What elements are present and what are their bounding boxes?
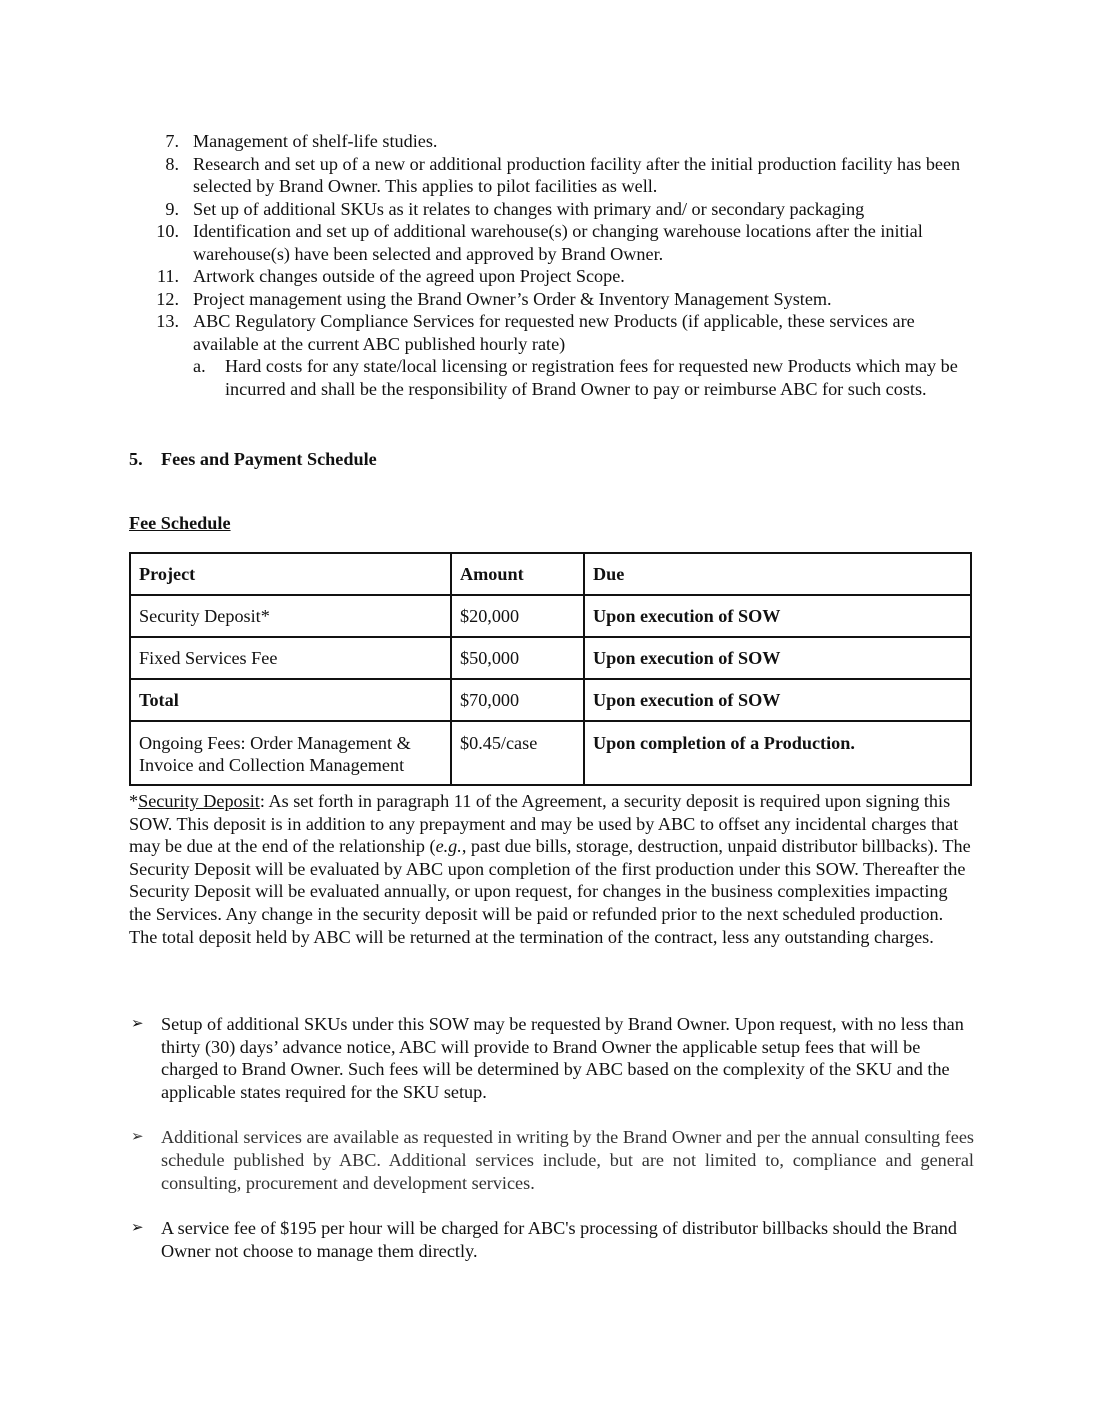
list-text: Management of shelf-life studies. — [193, 131, 438, 151]
section-title: Fees and Payment Schedule — [161, 449, 377, 469]
list-number: 11. — [156, 266, 179, 286]
arrow-bullet-icon: ➢ — [131, 1220, 144, 1237]
arrow-bullet-icon: ➢ — [131, 1016, 144, 1032]
security-deposit-note — [129, 790, 974, 948]
numbered-list — [129, 130, 974, 400]
table-row — [130, 637, 971, 679]
cell-project: Total — [130, 679, 451, 721]
cell-amount: $70,000 — [451, 679, 584, 721]
list-item — [129, 265, 974, 288]
list-item — [129, 310, 974, 355]
header-amount: Amount — [451, 553, 584, 595]
list-number: 12. — [156, 288, 179, 309]
footnote-text-cont: , past due bills, storage, destruction, unpaid distributor billbacks). The Security Deposit will be evaluated by ABC upon completion of the first production under this SOW. Thereafter the Security Deposit will be evaluated annually, or upon request, for changes in the business complexities impacting the Services. Any change in the security deposit will be paid or refunded prior to the next scheduled production. The total deposit held by ABC will be returned at the termination of the contract, less any outstanding charges. — [129, 836, 971, 947]
section-number: 5. — [129, 449, 143, 469]
list-text: Set up of additional SKUs as it relates to changes with primary and/ or secondary packaging — [193, 198, 865, 219]
bullet-text: Additional services are available as requested in writing by the Brand Owner and per the annual consulting fees schedule published by ABC. Additional services include, but are not limited to, compliance and general consulting, procurement and development services. — [161, 1127, 974, 1193]
cell-amount: $20,000 — [451, 595, 584, 637]
section-heading — [129, 449, 377, 470]
cell-amount: $50,000 — [451, 637, 584, 679]
cell-project: Fixed Services Fee — [130, 637, 451, 679]
list-text: Artwork changes outside of the agreed upon Project Scope. — [193, 266, 625, 286]
bullet-text: A service fee of $195 per hour will be charged for ABC's processing of distributor billbacks should the Brand Owner not choose to manage them directly. — [161, 1218, 957, 1261]
sub-list-letter: a. — [193, 356, 206, 376]
table-header-row — [130, 553, 971, 595]
bullet-list — [129, 1013, 974, 1285]
cell-due: Upon completion of a Production. — [584, 721, 971, 785]
bullet-text: Setup of additional SKUs under this SOW may be requested by Brand Owner. Upon request, with no less than thirty (30) days’ advance notice, ABC will provide to Brand Owner the applicable setup fees that will be charged to Brand Owner. Such fees will be determined by ABC based on the complexity of the SKU and the applicable states required for the SKU setup. — [161, 1014, 964, 1102]
header-due: Due — [584, 553, 971, 595]
list-number: 7. — [165, 131, 179, 151]
list-item — [129, 153, 974, 198]
header-project: Project — [130, 553, 451, 595]
cell-due: Upon execution of SOW — [584, 637, 971, 679]
footnote-text: : As set forth in paragraph 11 of the Agreement, a security deposit is required upon signing this SOW. This deposit is in addition to any prepayment and may be used by ABC to offset any incidental charges that may be due at the end of the relationship ( — [129, 791, 959, 857]
footnote-star: * — [129, 791, 139, 811]
list-item — [129, 198, 974, 221]
sub-list-item — [129, 355, 974, 400]
list-text: Identification and set up of additional warehouse(s) or changing warehouse locations after the initial warehouse(s) have been selected and approved by Brand Owner. — [193, 221, 923, 264]
footnote-eg: e.g. — [435, 836, 462, 857]
list-number: 10. — [156, 221, 179, 241]
footnote-label: Security Deposit — [138, 791, 260, 811]
arrow-bullet-icon: ➢ — [131, 1129, 144, 1146]
list-text: Research and set up of a new or additional production facility after the initial production facility has been selected by Brand Owner. This applies to pilot facilities as well. — [193, 153, 961, 196]
bullet-item — [129, 1126, 974, 1194]
cell-project: Ongoing Fees: Order Management & Invoice and Collection Management — [130, 721, 451, 785]
list-text: Project management using the Brand Owner’s Order & Inventory Management System. — [193, 288, 832, 309]
table-row — [130, 595, 971, 637]
table-row-total — [130, 679, 971, 721]
cell-project: Security Deposit* — [130, 595, 451, 637]
table-row — [130, 721, 971, 785]
cell-due: Upon execution of SOW — [584, 595, 971, 637]
list-number: 9. — [165, 198, 179, 219]
list-item — [129, 288, 974, 311]
sub-list-text: Hard costs for any state/local licensing or registration fees for requested new Products which may be incurred and shall be the responsibility of Brand Owner to pay or reimburse ABC for such costs. — [225, 356, 958, 399]
bullet-item — [129, 1217, 974, 1262]
list-item — [129, 220, 974, 265]
list-text: ABC Regulatory Compliance Services for requested new Products (if applicable, these services are available at the current ABC published hourly rate) — [193, 311, 915, 354]
cell-amount: $0.45/case — [451, 721, 584, 785]
list-item — [129, 130, 974, 153]
bullet-item — [129, 1013, 974, 1103]
cell-due: Upon execution of SOW — [584, 679, 971, 721]
fee-schedule-heading: Fee Schedule — [129, 513, 231, 533]
list-number: 13. — [156, 311, 179, 331]
list-number: 8. — [165, 153, 179, 174]
fee-table — [129, 552, 972, 786]
